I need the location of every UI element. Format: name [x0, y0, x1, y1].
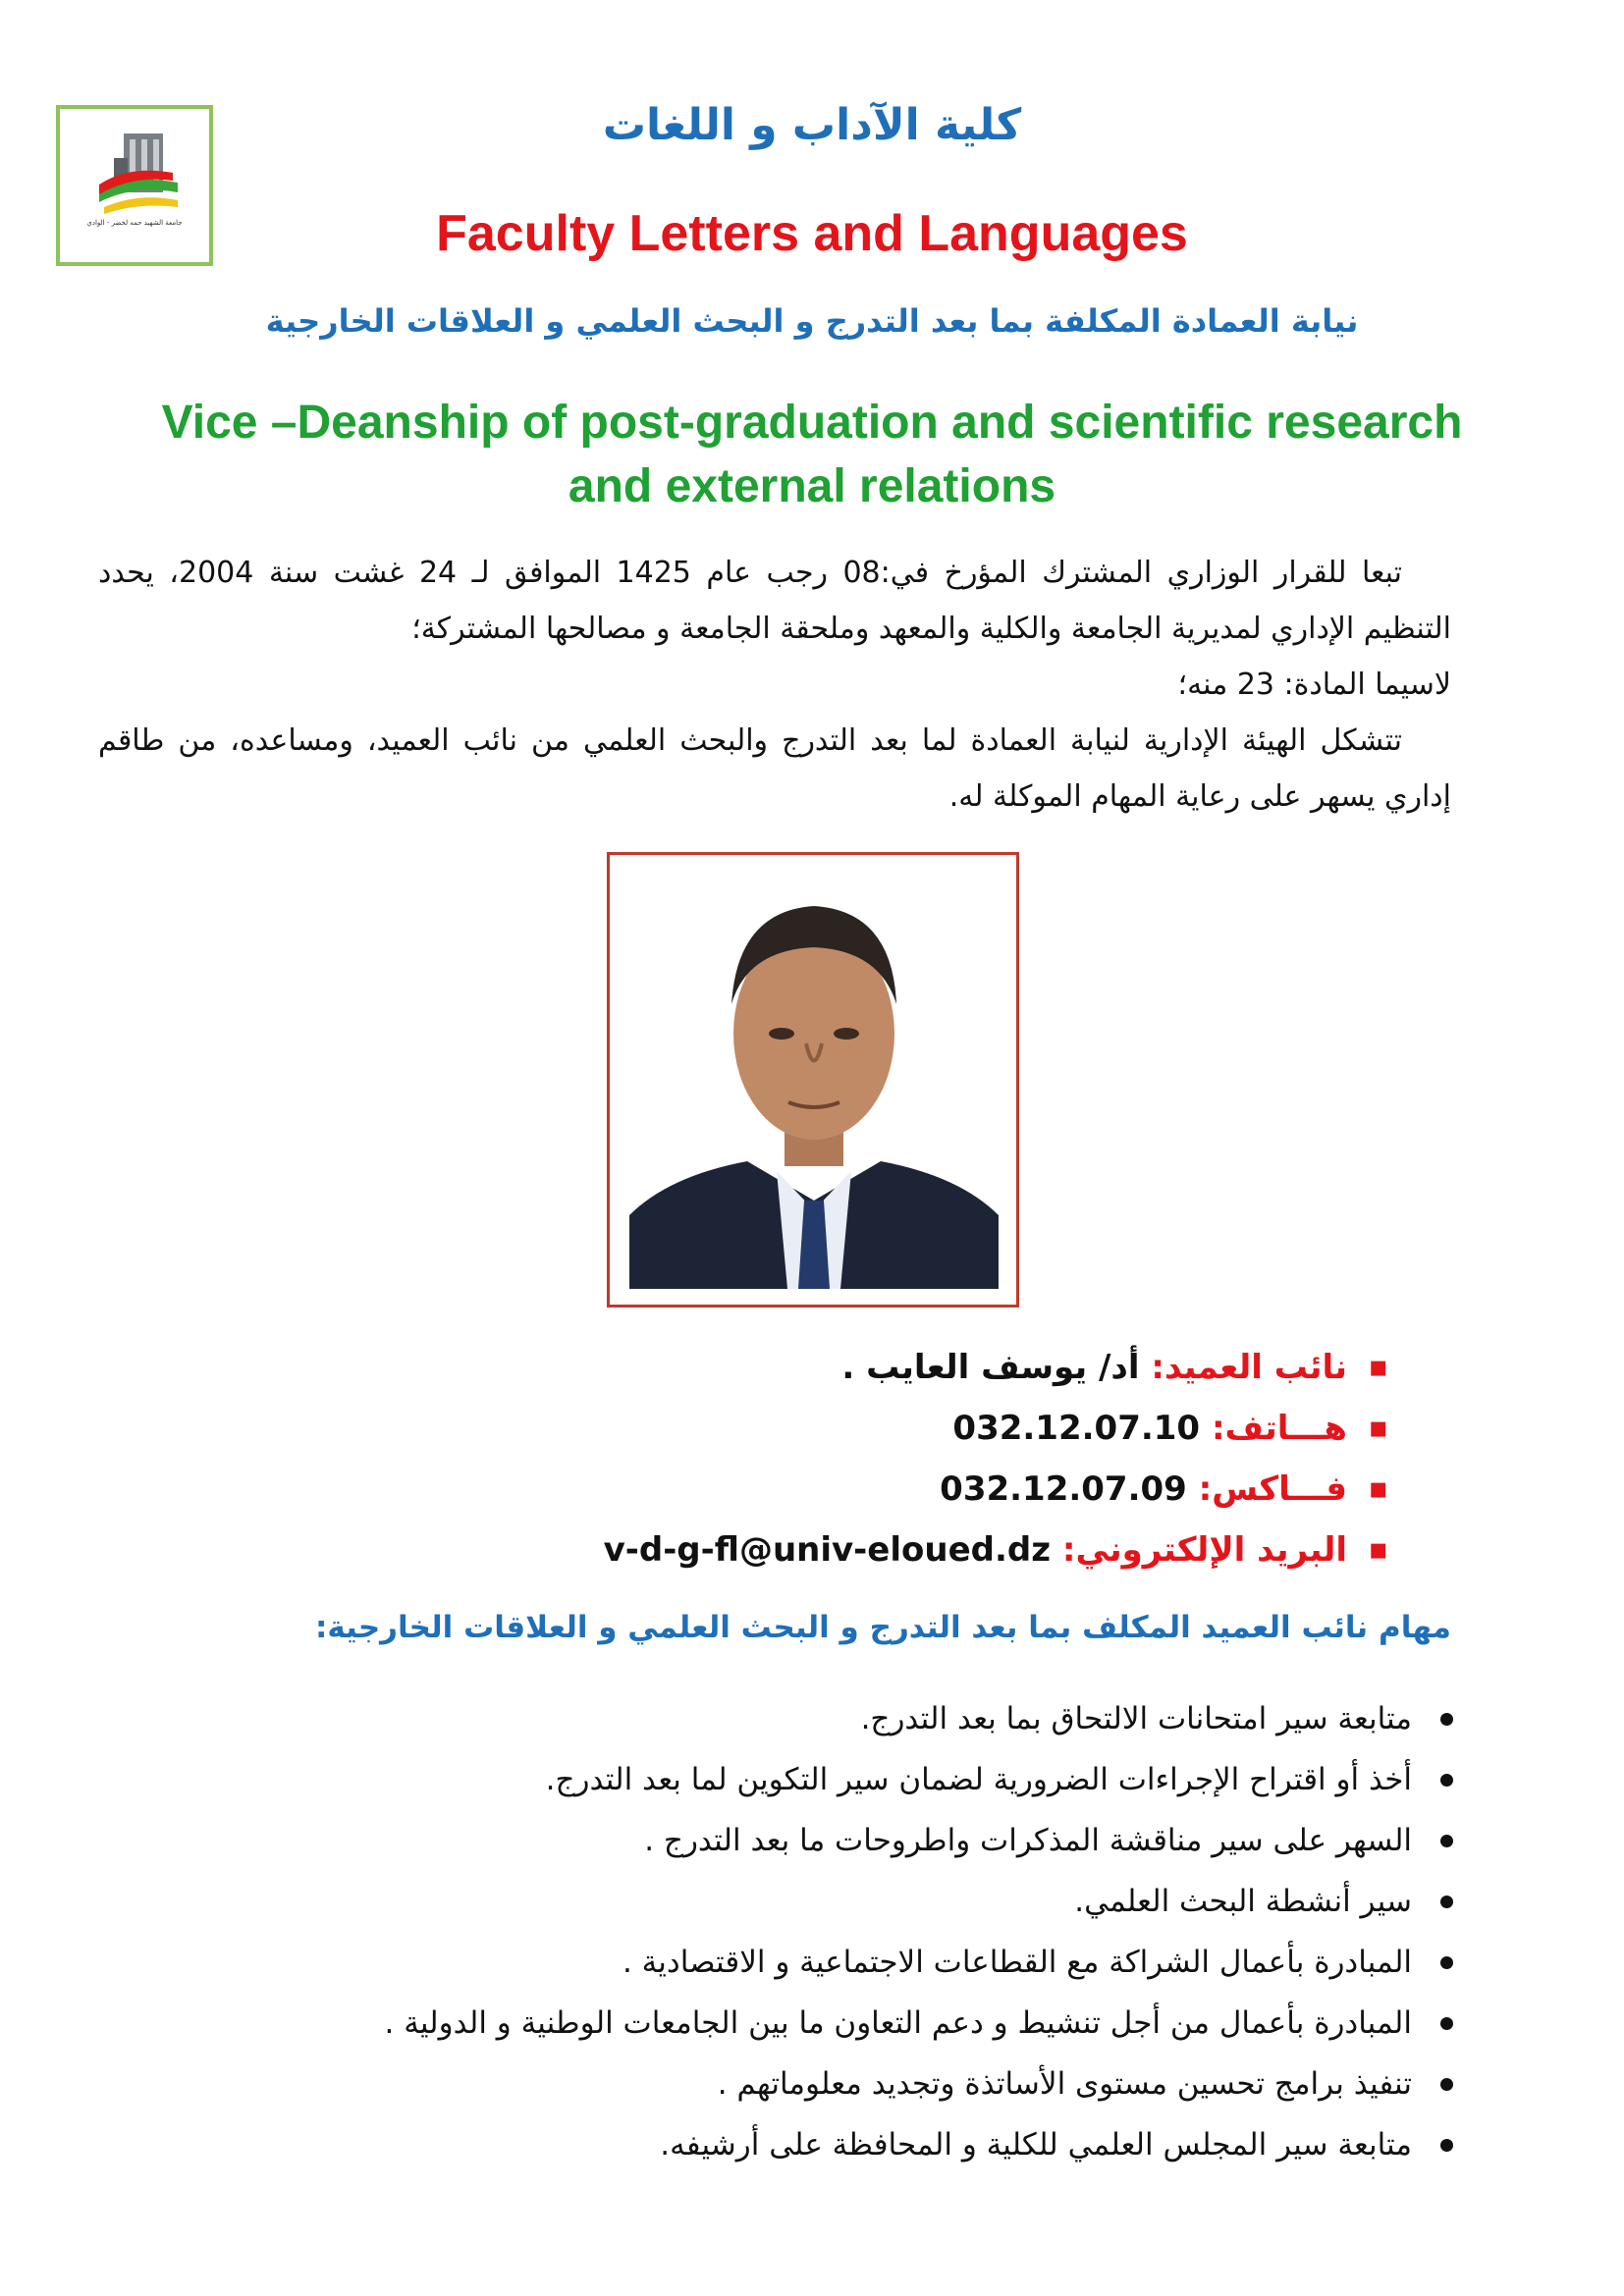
contact-phone — [406, 1398, 1388, 1459]
portrait-image — [629, 877, 999, 1289]
task-text: متابعة سير المجلس العلمي للكلية و المحافظة على أرشيفه. — [660, 2127, 1412, 2163]
task-text: تنفيذ برامج تحسين مستوى الأساتذة وتجديد معلوماتهم . — [717, 2066, 1412, 2102]
contact-bullet: ▪ — [1368, 1350, 1388, 1384]
phone-label: هـــاتف: — [1211, 1409, 1347, 1448]
tasks-list — [181, 1688, 1457, 2175]
task-text: متابعة سير امتحانات الالتحاق بما بعد التدرج. — [860, 1701, 1412, 1736]
intro-paragraph-1: تبعا للقرار الوزاري المشترك المؤرخ في:08 رجب عام 1425 الموافق لـ 24 غشت سنة 2004، يحدد التنظيم الإداري لمديرية الجامعة والكلية والمعهد وملحقة الجامعة و مصالحها المشتركة؛ — [98, 556, 1451, 646]
task-item — [181, 1993, 1457, 2054]
bullet-dot-icon — [1440, 2078, 1453, 2091]
task-item — [181, 2114, 1457, 2175]
task-text: سير أنشطة البحث العلمي. — [1074, 1884, 1412, 1919]
fax-number: 032.12.07.09 — [940, 1469, 1187, 1509]
task-item — [181, 1810, 1457, 1871]
contact-email — [406, 1520, 1388, 1580]
vice-deanship-title-en — [0, 391, 1624, 518]
task-item — [181, 1871, 1457, 1932]
task-item — [181, 1749, 1457, 1810]
contact-bullet: ▪ — [1368, 1471, 1388, 1506]
bullet-dot-icon — [1440, 1774, 1453, 1787]
task-text: أخذ أو اقتراح الإجراءات الضرورية لضمان سير التكوين لما بعد التدرج. — [545, 1762, 1412, 1797]
faculty-title-ar: كلية الآداب و اللغات — [602, 100, 1022, 150]
bullet-dot-icon — [1440, 2139, 1453, 2152]
bullet-dot-icon — [1440, 1896, 1453, 1908]
contact-dean — [406, 1337, 1388, 1398]
intro-text — [98, 545, 1451, 825]
dean-label: نائب العميد: — [1151, 1348, 1347, 1387]
contact-fax — [406, 1459, 1388, 1520]
intro-paragraph-3: تتشكل الهيئة الإدارية لنيابة العمادة لما بعد التدرج والبحث العلمي من نائب العميد، ومساعده، من طاقم إداري يسهر على رعاية المهام الموكلة له. — [98, 723, 1451, 814]
task-item — [181, 2054, 1457, 2114]
email-label: البريد الإلكتروني: — [1061, 1530, 1347, 1570]
vice-deanship-title-en-line1: Vice –Deanship of post-graduation and scientific research — [161, 397, 1463, 449]
email-link[interactable]: v-d-g-fl@univ-eloued.dz — [603, 1530, 1052, 1570]
phone-number[interactable]: 032.12.07.10 — [952, 1409, 1201, 1448]
bullet-dot-icon — [1440, 1956, 1453, 1969]
fax-label: فـــاكس: — [1198, 1469, 1347, 1509]
task-text: المبادرة بأعمال الشراكة مع القطاعات الاجتماعية و الاقتصادية . — [622, 1945, 1412, 1980]
vice-deanship-title-en-line2: and external relations — [568, 460, 1056, 512]
task-text: المبادرة بأعمال من أجل تنشيط و دعم التعاون ما بين الجامعات الوطنية و الدولية . — [384, 2005, 1412, 2041]
task-text: السهر على سير مناقشة المذكرات واطروحات ما بعد التدرج . — [644, 1823, 1412, 1858]
faculty-title-en: Faculty Letters and Languages — [436, 205, 1188, 262]
contact-bullet: ▪ — [1368, 1411, 1388, 1445]
dean-name: أد/ يوسف العايب . — [841, 1348, 1140, 1387]
vice-dean-photo — [607, 852, 1019, 1308]
logo-caption: جامعة الشهيد حمه لخضر - الوادي — [86, 219, 183, 227]
contact-list — [406, 1337, 1388, 1580]
contact-bullet: ▪ — [1368, 1532, 1388, 1567]
bullet-dot-icon — [1440, 2017, 1453, 2030]
tasks-heading: مهام نائب العميد المكلف بما بعد التدرج و البحث العلمي و العلاقات الخارجية: — [314, 1610, 1451, 1645]
bullet-dot-icon — [1440, 1713, 1453, 1726]
task-item — [181, 1932, 1457, 1993]
intro-paragraph-2: لاسيما المادة: 23 منه؛ — [1177, 667, 1451, 702]
bullet-dot-icon — [1440, 1835, 1453, 1847]
task-item — [181, 1688, 1457, 1749]
vice-deanship-title-ar: نيابة العمادة المكلفة بما بعد التدرج و البحث العلمي و العلاقات الخارجية — [265, 302, 1359, 340]
